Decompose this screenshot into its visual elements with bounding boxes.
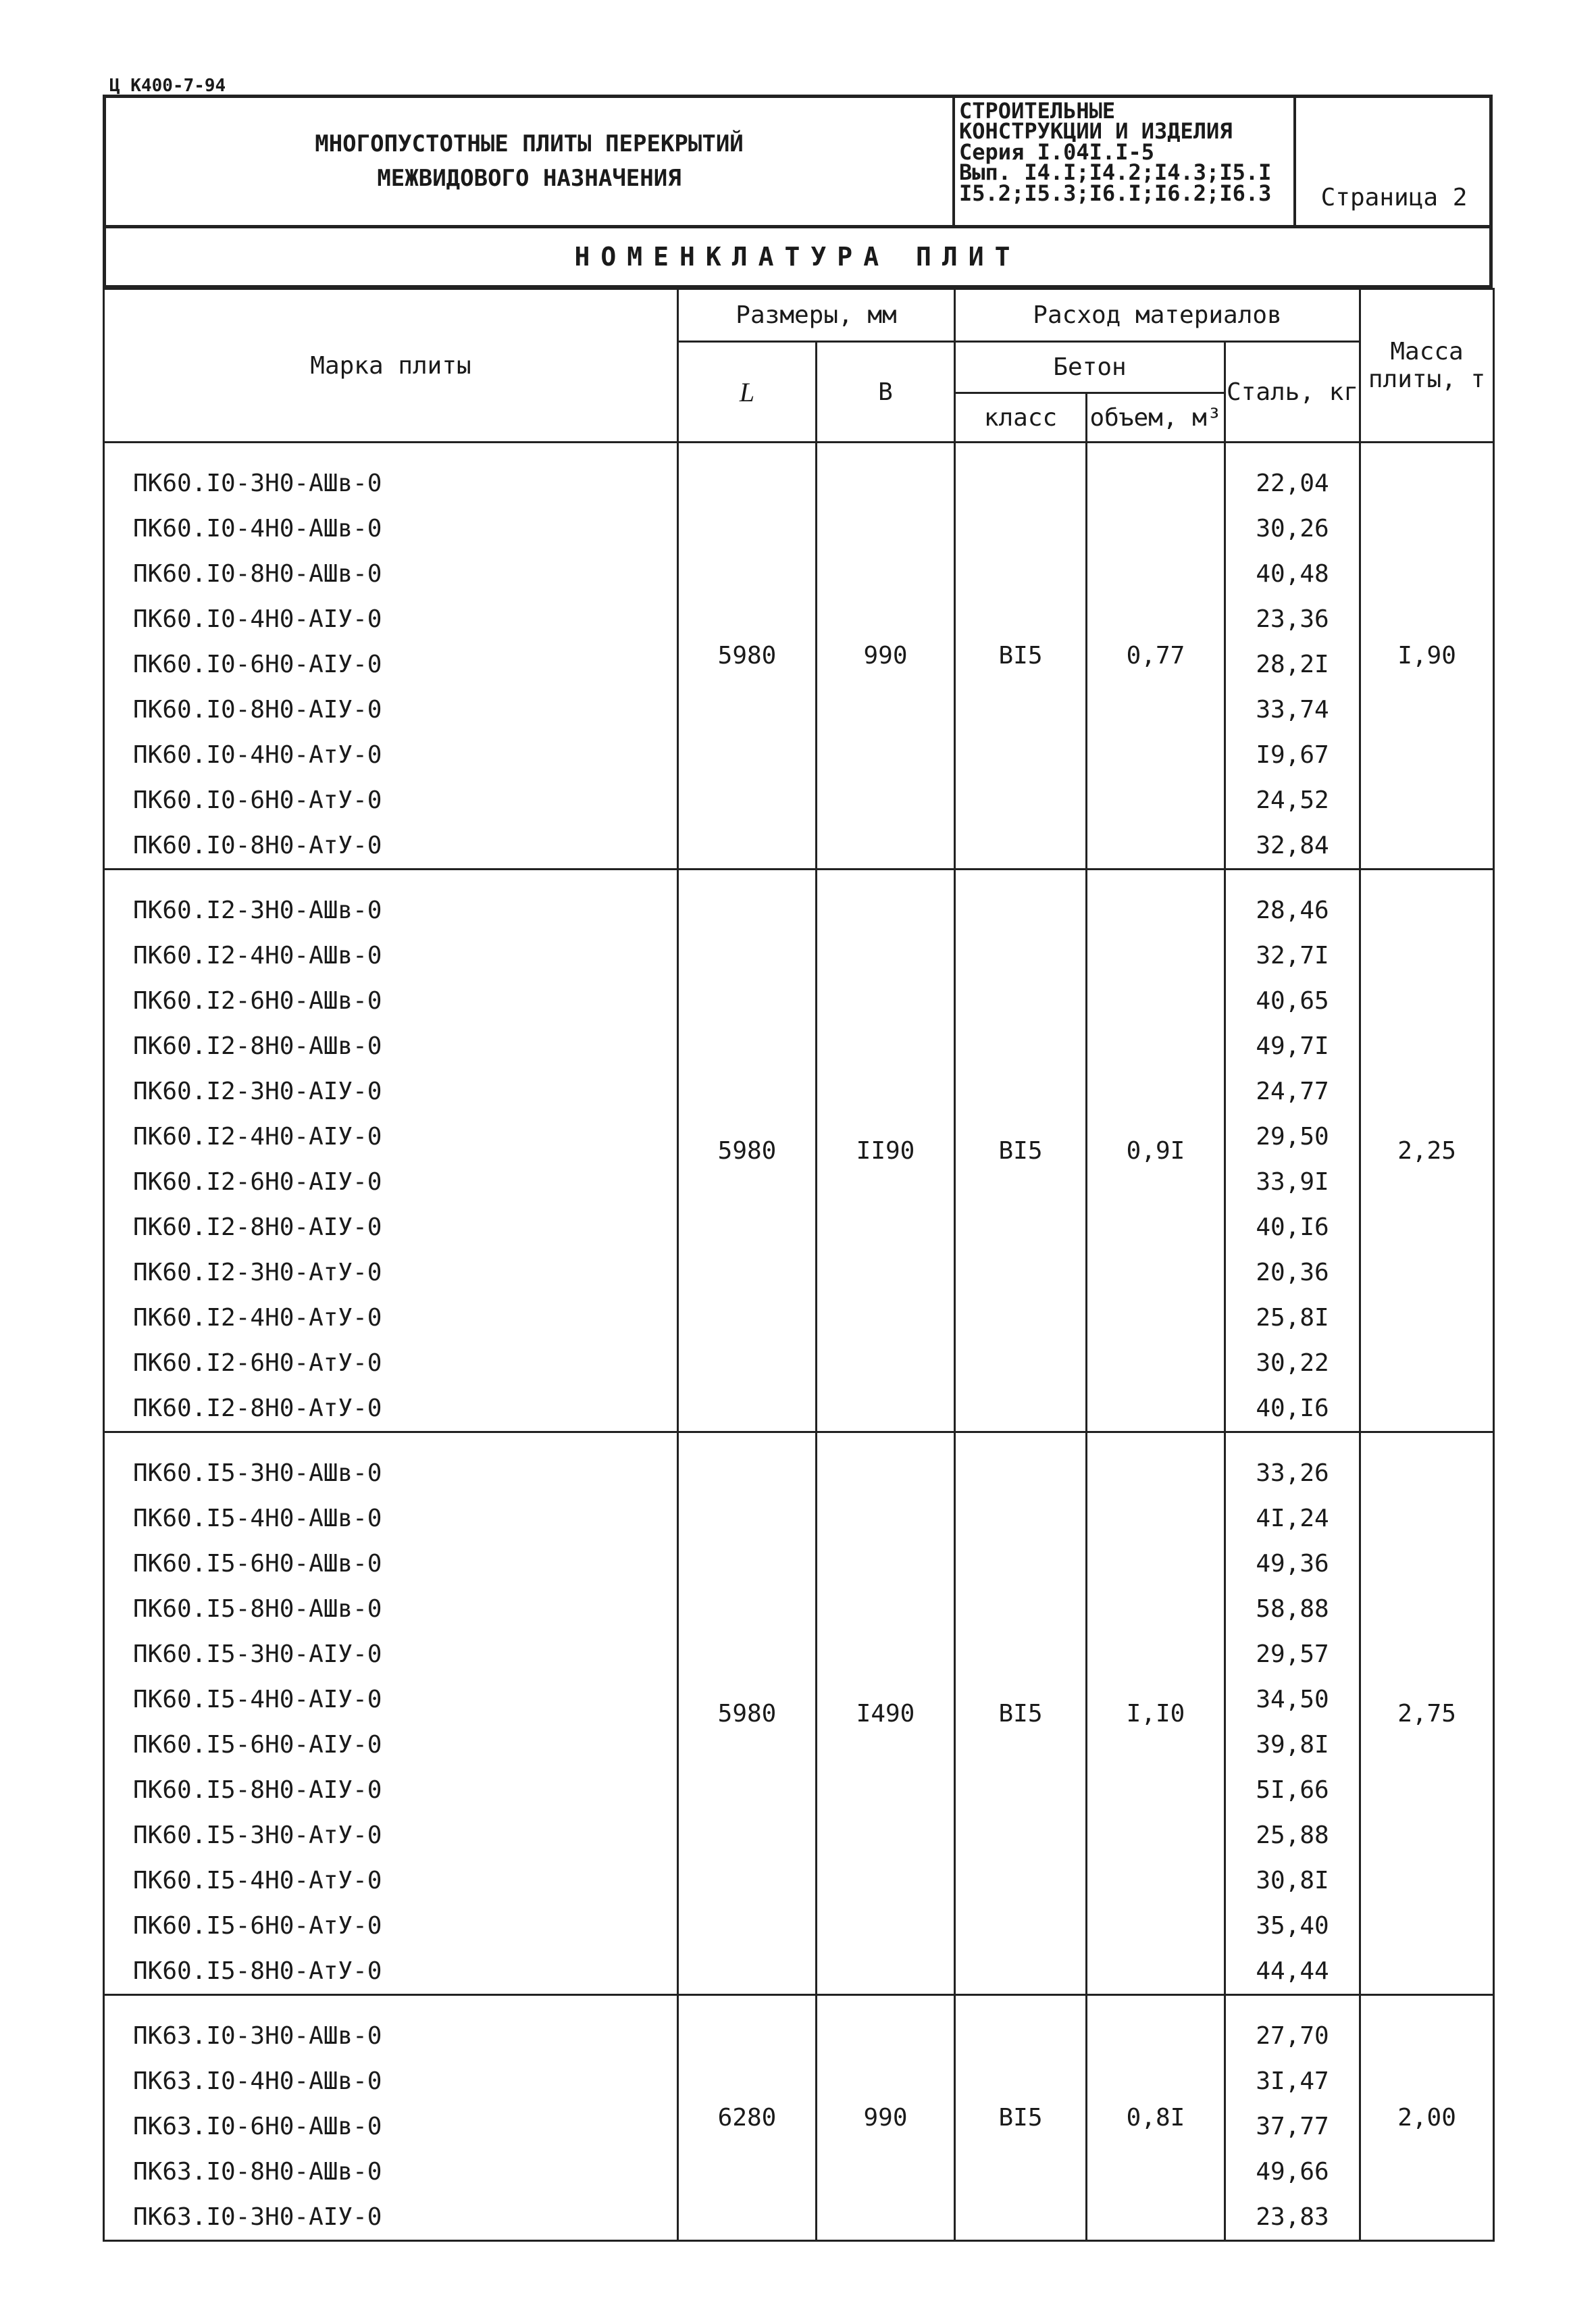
steel-value: 33,9I bbox=[1256, 1168, 1329, 1196]
plate-mark: ПК60.I5-3Н0-АШв-0 bbox=[133, 1459, 382, 1487]
steel-value: 27,70 bbox=[1256, 2022, 1329, 2050]
steel-value: 29,57 bbox=[1256, 1640, 1329, 1668]
nomenclature-table bbox=[103, 288, 1495, 2242]
plate-mark: ПК60.I5-3Н0-АтУ-0 bbox=[133, 1821, 382, 1849]
steel-value: 49,7I bbox=[1256, 1032, 1329, 1060]
steel-value-list bbox=[1225, 1995, 1360, 2241]
plate-mark: ПК60.I2-8Н0-АШв-0 bbox=[133, 1032, 382, 1060]
plate-mark: ПК60.I0-8Н0-АIУ-0 bbox=[133, 696, 382, 724]
plate-mark: ПК60.I2-3Н0-АШв-0 bbox=[133, 897, 382, 924]
mass-cell: I,90 bbox=[1360, 443, 1494, 870]
series-line: КОНСТРУКЦИИ И ИЗДЕЛИЯ bbox=[959, 118, 1233, 145]
plate-mark: ПК60.I0-4Н0-АтУ-0 bbox=[133, 741, 382, 769]
plate-mark: ПК60.I0-8Н0-АтУ-0 bbox=[133, 832, 382, 859]
plate-mark: ПК60.I0-8Н0-АШв-0 bbox=[133, 560, 382, 588]
series-info bbox=[955, 98, 1296, 225]
title-block bbox=[103, 95, 1493, 228]
steel-value: 25,88 bbox=[1256, 1821, 1329, 1849]
steel-value: 23,83 bbox=[1256, 2203, 1329, 2231]
plate-mark: ПК60.I5-4Н0-АШв-0 bbox=[133, 1505, 382, 1532]
table-row bbox=[104, 443, 1494, 870]
mass-cell: 2,75 bbox=[1360, 1432, 1494, 1995]
plate-mark: ПК60.I2-6Н0-АтУ-0 bbox=[133, 1349, 382, 1377]
plate-mark: ПК63.I0-3Н0-АШв-0 bbox=[133, 2022, 382, 2050]
steel-value: 35,40 bbox=[1256, 1912, 1329, 1940]
plate-mark: ПК60.I2-6Н0-АIУ-0 bbox=[133, 1168, 382, 1196]
steel-value: 58,88 bbox=[1256, 1595, 1329, 1623]
steel-value: 49,66 bbox=[1256, 2158, 1329, 2186]
mass-cell: 2,00 bbox=[1360, 1995, 1494, 2241]
steel-value: I9,67 bbox=[1256, 741, 1329, 769]
column-header-mass: Масса плиты, т bbox=[1360, 289, 1494, 443]
plate-mark: ПК60.I5-4Н0-АтУ-0 bbox=[133, 1867, 382, 1894]
concrete-volume-cell: 0,8I bbox=[1087, 1995, 1225, 2241]
plate-mark: ПК60.I2-8Н0-АIУ-0 bbox=[133, 1213, 382, 1241]
column-header-materials: Расход материалов bbox=[955, 289, 1360, 342]
width-cell: 990 bbox=[817, 1995, 955, 2241]
steel-value: 23,36 bbox=[1256, 605, 1329, 633]
plate-mark: ПК60.I5-8Н0-АтУ-0 bbox=[133, 1957, 382, 1985]
plate-mark-list bbox=[104, 443, 678, 870]
steel-value-list bbox=[1225, 870, 1360, 1432]
column-header-width: В bbox=[817, 342, 955, 443]
steel-value: 24,52 bbox=[1256, 786, 1329, 814]
length-cell: 5980 bbox=[678, 870, 817, 1432]
concrete-volume-cell: I,I0 bbox=[1087, 1432, 1225, 1995]
steel-value: 37,77 bbox=[1256, 2113, 1329, 2140]
steel-value: 32,84 bbox=[1256, 832, 1329, 859]
plate-mark: ПК63.I0-6Н0-АШв-0 bbox=[133, 2113, 382, 2140]
plate-mark: ПК60.I5-6Н0-АтУ-0 bbox=[133, 1912, 382, 1940]
mass-cell: 2,25 bbox=[1360, 870, 1494, 1432]
plate-mark-list bbox=[104, 1995, 678, 2241]
steel-value: 29,50 bbox=[1256, 1123, 1329, 1151]
concrete-volume-cell: 0,9I bbox=[1087, 870, 1225, 1432]
concrete-class-cell: BI5 bbox=[955, 1432, 1087, 1995]
column-header-sizes: Размеры, мм bbox=[678, 289, 955, 342]
steel-value: 30,22 bbox=[1256, 1349, 1329, 1377]
plate-mark: ПК63.I0-4Н0-АШв-0 bbox=[133, 2067, 382, 2095]
table-row bbox=[104, 1995, 1494, 2241]
title-line-1: МНОГОПУСТОТНЫЕ ПЛИТЫ ПЕРЕКРЫТИЙ bbox=[315, 130, 744, 157]
table-row bbox=[104, 1432, 1494, 1995]
length-cell: 5980 bbox=[678, 1432, 817, 1995]
steel-value: 40,65 bbox=[1256, 987, 1329, 1015]
steel-value: 34,50 bbox=[1256, 1686, 1329, 1713]
length-cell: 6280 bbox=[678, 1995, 817, 2241]
steel-value: 20,36 bbox=[1256, 1259, 1329, 1286]
plate-mark: ПК60.I0-3Н0-АШв-0 bbox=[133, 470, 382, 497]
series-line: Вып. I4.I;I4.2;I4.3;I5.I bbox=[959, 159, 1272, 186]
series-line: СТРОИТЕЛЬНЫЕ bbox=[959, 98, 1116, 124]
plate-mark: ПК60.I2-8Н0-АтУ-0 bbox=[133, 1394, 382, 1422]
steel-value: 4I,24 bbox=[1256, 1505, 1329, 1532]
plate-mark: ПК60.I5-3Н0-АIУ-0 bbox=[133, 1640, 382, 1668]
steel-value: 24,77 bbox=[1256, 1078, 1329, 1105]
plate-mark: ПК60.I5-8Н0-АIУ-0 bbox=[133, 1776, 382, 1804]
plate-mark: ПК60.I2-3Н0-АтУ-0 bbox=[133, 1259, 382, 1286]
column-header-concrete-class: класс bbox=[955, 393, 1087, 443]
plate-mark: ПК60.I0-6Н0-АтУ-0 bbox=[133, 786, 382, 814]
length-cell: 5980 bbox=[678, 443, 817, 870]
width-cell: I490 bbox=[817, 1432, 955, 1995]
steel-value: 28,2I bbox=[1256, 651, 1329, 678]
plate-mark: ПК60.I0-4Н0-АIУ-0 bbox=[133, 605, 382, 633]
document-code: Ц К400-7-94 bbox=[109, 76, 226, 96]
steel-value: 22,04 bbox=[1256, 470, 1329, 497]
steel-value: 49,36 bbox=[1256, 1550, 1329, 1578]
plate-mark: ПК60.I5-8Н0-АШв-0 bbox=[133, 1595, 382, 1623]
steel-value: 30,8I bbox=[1256, 1867, 1329, 1894]
plate-mark: ПК60.I0-4Н0-АШв-0 bbox=[133, 515, 382, 543]
series-line: Серия I.04I.I-5 bbox=[959, 139, 1154, 165]
steel-value: 25,8I bbox=[1256, 1304, 1329, 1332]
steel-value: 30,26 bbox=[1256, 515, 1329, 543]
steel-value-list bbox=[1225, 443, 1360, 870]
steel-value: 40,I6 bbox=[1256, 1213, 1329, 1241]
steel-value: 3I,47 bbox=[1256, 2067, 1329, 2095]
plate-mark: ПК60.I0-6Н0-АIУ-0 bbox=[133, 651, 382, 678]
plate-mark: ПК60.I2-4Н0-АШв-0 bbox=[133, 942, 382, 970]
concrete-class-cell: BI5 bbox=[955, 1995, 1087, 2241]
steel-value: 32,7I bbox=[1256, 942, 1329, 970]
plate-mark: ПК60.I2-3Н0-АIУ-0 bbox=[133, 1078, 382, 1105]
column-header-mark: Марка плиты bbox=[104, 289, 678, 443]
column-header-concrete-volume: объем, м³ bbox=[1087, 393, 1225, 443]
document-title bbox=[106, 98, 955, 225]
steel-value: 40,48 bbox=[1256, 560, 1329, 588]
page-number: Страница 2 bbox=[1320, 184, 1468, 211]
steel-value: 39,8I bbox=[1256, 1731, 1329, 1759]
table-body bbox=[104, 443, 1494, 2241]
table-row bbox=[104, 870, 1494, 1432]
column-header-concrete: Бетон bbox=[955, 342, 1225, 393]
title-line-2: МЕЖВИДОВОГО НАЗНАЧЕНИЯ bbox=[377, 165, 681, 192]
series-line: I5.2;I5.3;I6.I;I6.2;I6.3 bbox=[959, 180, 1272, 206]
steel-value: 44,44 bbox=[1256, 1957, 1329, 1985]
steel-value: 28,46 bbox=[1256, 897, 1329, 924]
table-title: НОМЕНКЛАТУРА ПЛИТ bbox=[103, 228, 1493, 288]
plate-mark: ПК60.I2-4Н0-АIУ-0 bbox=[133, 1123, 382, 1151]
plate-mark: ПК60.I2-4Н0-АтУ-0 bbox=[133, 1304, 382, 1332]
column-header-steel: Сталь, кг bbox=[1225, 342, 1360, 443]
column-header-length: L bbox=[678, 342, 817, 443]
width-cell: 990 bbox=[817, 443, 955, 870]
concrete-class-cell: BI5 bbox=[955, 870, 1087, 1432]
steel-value: 40,I6 bbox=[1256, 1394, 1329, 1422]
plate-mark: ПК60.I2-6Н0-АШв-0 bbox=[133, 987, 382, 1015]
steel-value: 33,74 bbox=[1256, 696, 1329, 724]
plate-mark: ПК60.I5-6Н0-АIУ-0 bbox=[133, 1731, 382, 1759]
steel-value: 5I,66 bbox=[1256, 1776, 1329, 1804]
plate-mark: ПК60.I5-4Н0-АIУ-0 bbox=[133, 1686, 382, 1713]
concrete-class-cell: BI5 bbox=[955, 443, 1087, 870]
plate-mark-list bbox=[104, 1432, 678, 1995]
plate-mark: ПК63.I0-8Н0-АШв-0 bbox=[133, 2158, 382, 2186]
steel-value-list bbox=[1225, 1432, 1360, 1995]
concrete-volume-cell: 0,77 bbox=[1087, 443, 1225, 870]
plate-mark: ПК63.I0-3Н0-АIУ-0 bbox=[133, 2203, 382, 2231]
width-cell: II90 bbox=[817, 870, 955, 1432]
steel-value: 33,26 bbox=[1256, 1459, 1329, 1487]
plate-mark: ПК60.I5-6Н0-АШв-0 bbox=[133, 1550, 382, 1578]
plate-mark-list bbox=[104, 870, 678, 1432]
